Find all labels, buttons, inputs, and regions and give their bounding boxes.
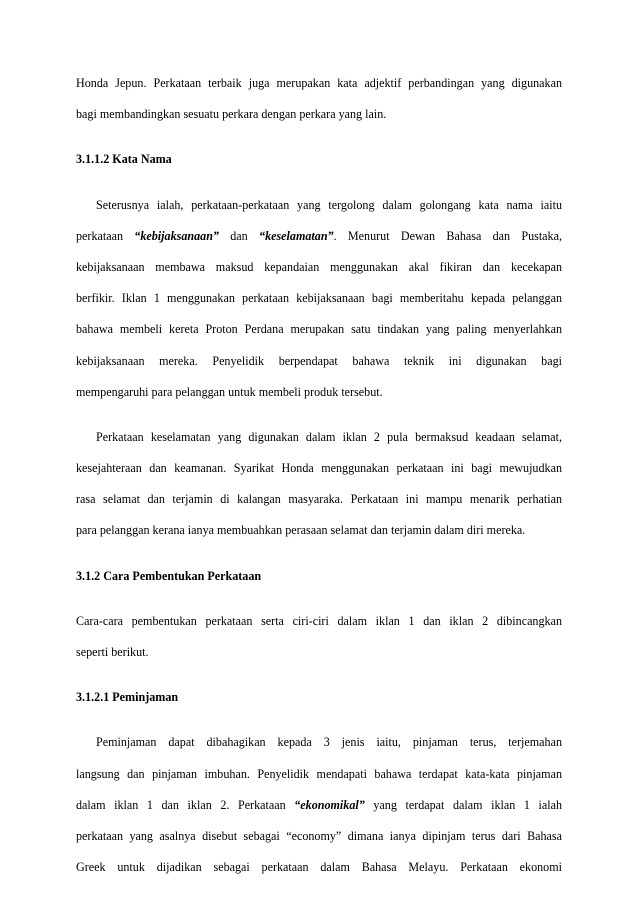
text-line: kebijaksanaan mereka. Penyelidik berpendapat bahawa teknik ini digunakan bagi [76,353,562,368]
text-line: Cara-cara pembentukan perkataan serta ciri-ciri dalam iklan 1 dan iklan 2 dibincangkan [76,613,562,628]
text-line: bahawa membeli kereta Proton Perdana merupakan satu tindakan yang paling menyerlahkan [76,322,562,337]
text-line: Peminjaman dapat dibahagikan kepada 3 jenis iaitu, pinjaman terus, terjemahan [96,735,562,750]
text-line: mempengaruhi para pelanggan untuk membeli produk tersebut. [76,384,383,399]
text-run: . Menurut Dewan Bahasa dan Pustaka, [333,228,562,243]
paragraph-kata-nama [76,190,562,408]
emphasis-term: “kebijaksanaan” [134,228,219,243]
emphasis-term: “ekonomikal” [294,797,365,812]
section-heading-kata-nama: 3.1.1.2 Kata Nama [76,152,172,167]
paragraph-continuation [76,68,562,130]
text-line: Seterusnya ialah, perkataan-perkataan yang tergolong dalam golongang kata nama iaitu [96,197,562,212]
section-heading-cara-pembentukan: 3.1.2 Cara Pembentukan Perkataan [76,568,262,583]
text-line: langsung dan pinjaman imbuhan. Penyelidik mendapati bahawa terdapat kata-kata pinjaman [76,766,562,781]
paragraph-keselamatan [76,422,562,547]
text-line: berfikir. Iklan 1 menggunakan perkataan kebijaksanaan bagi memberitahu kepada pelanggan [76,291,562,306]
text-line: perkataan yang asalnya disebut sebagai “economy” dimana ianya dipinjam terus dari Bahasa [76,828,562,843]
text-line: kesejahteraan dan keamanan. Syarikat Honda menggunakan perkataan ini bagi mewujudkan [76,461,562,476]
text-line: Greek untuk dijadikan sebagai perkataan dalam Bahasa Melayu. Perkataan ekonomi [76,860,562,875]
paragraph-cara-pembentukan [76,606,562,668]
text-line: rasa selamat dan terjamin di kalangan masyaraka. Perkataan ini mampu menarik perhatian [76,492,562,507]
text-line: para pelanggan kerana ianya membuahkan perasaan selamat dan terjamin dalam diri mereka. [76,523,526,538]
emphasis-term: “keselamatan” [259,228,334,243]
text-line: seperti berikut. [76,645,149,659]
text-line: kebijaksanaan membawa maksud kepandaian menggunakan akal fikiran dan kecekapan [76,259,562,274]
text-line: bagi membandingkan sesuatu perkara dengan perkara yang lain. [76,107,387,122]
text-line: Perkataan keselamatan yang digunakan dalam iklan 2 pula bermaksud keadaan selamat, [96,429,562,444]
paragraph-peminjaman [76,727,562,883]
text-run: dalam iklan 1 dan iklan 2. Perkataan [76,797,295,812]
text-line [76,790,562,821]
text-run: yang terdapat dalam iklan 1 ialah [364,797,563,812]
document-page [76,68,562,883]
text-line: Honda Jepun. Perkataan terbaik juga merupakan kata adjektif perbandingan yang digunakan [76,76,562,90]
text-line [76,221,562,252]
text-run: perkataan [76,228,135,243]
text-run: dan [218,228,260,243]
section-heading-peminjaman: 3.1.2.1 Peminjaman [76,690,179,705]
